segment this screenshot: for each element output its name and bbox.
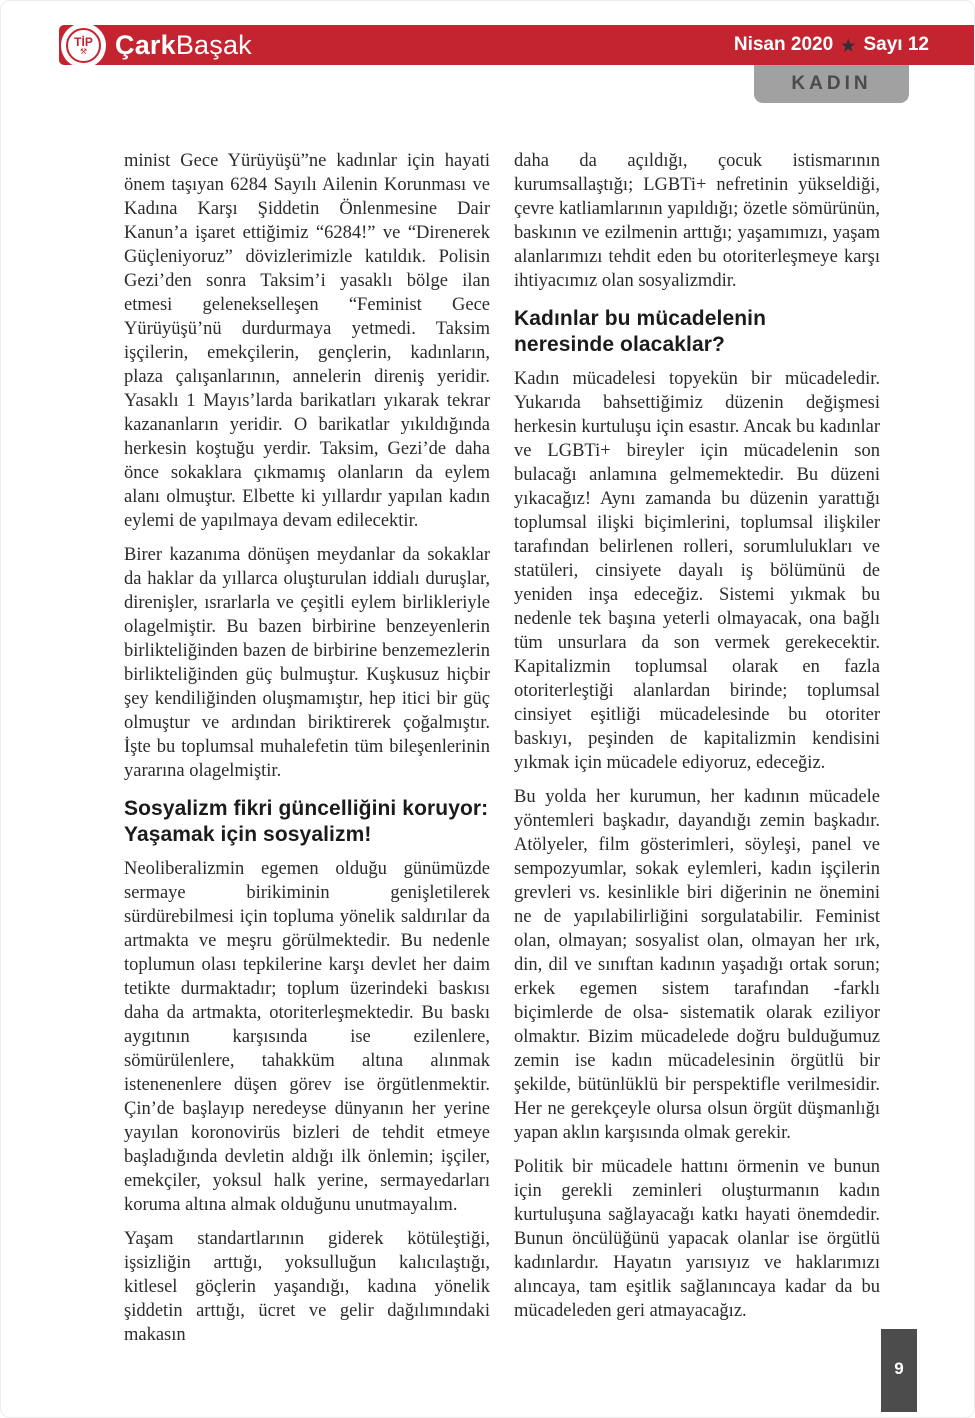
issue-date: Nisan 2020	[733, 34, 834, 55]
paragraph: minist Gece Yürüyüşü”ne kadınlar için hayati önem taşıyan 6284 Sayılı Ailenin Korunması ve Kadına Karşı Şiddetin Önlenmesine Dair Kanun’a işaret ettiğimiz “6284!” ve “Direnerek Güçleniyoruz” dövizlerimizle katıldık. Polisin Gezi’den sonra Taksim’i yasaklı bölge ilan etmesi gelenekselleşen “Feminist Gece Yürüyüşü’nü durdurmaya yetmedi. Taksim işçilerin, emekçilerin, gençlerin, kadınların, plaza çalışanlarının, annelerin direniş yeridir. Yasaklı 1 Mayıs’larda barikatları yıkarak tekrar kazananların yeridir. O barikatlar yıkıldığında herkesin koştuğu yerdir. Taksim, Gezi’de daha önce sokaklara çıkmamış olanların da eylem alanı olmuştur. Elbette ki yıllardır yapılan kadın eylemi de yapılmaya devam edilecektir.	[124, 151, 490, 531]
page-number: 9	[894, 1359, 904, 1378]
paragraph: Bu yolda her kurumun, her kadının mücadele yöntemleri başkadır, dayandığı zemin başkadır. Atölyeler, film gösterimleri, söyleşi, panel ve sempozyumlar, sokak eylemleri, kadın işçilerin grevleri vs. kesinlikle biri diğerinin ne önemini ne de yapılabilirliğini sorgulatabilir. Feminist olan, olmayan; sosyalist olan, olmayan her ırk, din, dil ve sınıftan kadının yaşadığı ortak sorun; erkek egemen sistem tarafından -farklı biçimlerde de olsa- sistematik olarak eziliyor olmaktır. Bizim mücadelede doğru bulduğumuz zemin ise kadın mücadelesinin örgütlü bir şekilde, bütünlüklü bir perspektifle verilmesidir. Her ne gerekçeyle olursa olsun örgüt düşmanlığı yapan aklın karşısında olmak gerekir.	[514, 787, 880, 1143]
right-column	[514, 149, 880, 1357]
tip-logo-text: TİP	[74, 34, 93, 49]
paragraph: Birer kazanıma dönüşen meydanlar da sokaklar da haklar da yıllarca oluşturulan iddialı duruşlar, direnişler, ısrarlarla ve çeşitli eylem birlikleriyle olagelmiştir. Bu bazen birbirine benzeyenlerin birlikteliğinden bazen de birbirine benzemezlerin birlikteliğinden güç bulmuştur. Kuşkusuz hiçbir şey kendiliğinden oluşmamıştır, hep itici bir güç olmuştur ve ardından biriktirerek çoğalmıştır. İşte bu toplumsal muhalefetin tüm bileşenlerinin yararına olagelmiştir.	[124, 545, 490, 781]
paragraph: Neoliberalizmin egemen olduğu günümüzde sermaye birikiminin genişletilerek sürdürebilmesi için topluma yönelik saldırılar da artmakta ve meşru görülmektedir. Bu nedenle toplumun olası tepkilerine karşı devlet her daim tetikte durmaktadır; toplum üzerindeki baskısı daha da artmakta, otoriterleşmektedir. Bu baskı aygıtının karşısında ise ezilenlere, sömürülenlere, tahakküm altına alınmak istenenenlere düşen görev ise örgütlenmektir. Çin’de başlayıp neredeyse dünyanın her yerine yayılan koronovirüs bizleri de tehdit etmeye başladığında devletin aldığı ilk önlemin; işçiler, emekçiler, yoksul halk yerine, sermayedarları koruma altına almak olduğunu unutmayalım.	[124, 859, 490, 1215]
issue-info	[734, 25, 929, 65]
tip-party-logo	[61, 23, 106, 68]
magazine-title	[115, 25, 252, 65]
paragraph: Politik bir mücadele hattını örmenin ve bunun için gerekli zeminleri oluşturmanın kadın kurtuluşuna sağlayacağı katkı hayati önemdedir. Bunun öncülüğünü yapacak olanlar ise örgütlü kadınlardır. Hayatın yarısıyız ve haklarımızı alıncaya, tam eşitlik sağlanıncaya kadar da bu mücadeleden geri atmayacağız.	[514, 1157, 880, 1321]
subheading-socialism: Sosyalizm fikri güncelliğini koruyor: Yaşamak için sosyalizm!	[124, 797, 489, 846]
section-badge: KADIN	[754, 65, 909, 103]
masthead-bar	[59, 25, 974, 65]
magazine-title-bold: Çark	[115, 29, 176, 60]
paragraph: Yaşam standartlarının giderek kötüleştiği, işsizliğin arttığı, yoksulluğun kalıcılaştığı, kitlesel göçlerin yaşandığı, kadına yönelik şiddetin arttığı, ücret ve gelir dağılımındaki makasın	[124, 1229, 490, 1345]
subheading-women: Kadınlar bu mücadelenin neresinde olacaklar?	[514, 307, 767, 356]
tip-logo-emblem-icon	[66, 28, 101, 63]
paragraph: Kadın mücadelesi topyekün bir mücadeledir. Yukarıda bahsettiğimiz düzenin değişmesi herkesin kurtuluşu için esastır. Ancak bu kadınlar ve LGBTi+ bireyler için mücadelenin son bulacağı anlamına gelmemektedir. Bu düzeni yıkacağız! Aynı zamanda bu düzenin yarattığı toplumsal ilişki biçimlerini, toplumsal ilişkiler tarafından belirlenen rolleri, sorumlulukları ve statüleri, cinsiyete dayalı iş bölümünü de yeniden inşa edeceğiz. Sistemi yıkmak bu nedenle tek başına yeterli olmayacak, ona bağlı tüm unsurlara da son vermek gerekecektir. Kapitalizmin toplumsal olarak en fazla otoriterleştiği alanlardan birinde; toplumsal cinsiyet eşitliği mücadelesinde bu otoriter baskıyı, peşinden de kapitalizmin kendisini yıkmak için mücadele ediyoruz, edeceğiz.	[514, 369, 880, 773]
issue-number: Sayı 12	[863, 34, 929, 55]
magazine-title-light: Başak	[175, 29, 252, 60]
article-body	[124, 149, 880, 1357]
star-icon: ★	[841, 38, 856, 55]
page-number-box	[881, 1329, 917, 1412]
paragraph: daha da açıldığı, çocuk istismarının kurumsallaştığı; LGBTi+ nefretinin yükseldiği, çevre katliamlarının yapıldığı; özetle sömürünün, baskının ve ezilmenin arttığı; yaşamımızı, yaşam alanlarımızı tehdit eden bu otoriterleşmeye karşı ihtiyacımız olan sosyalizmdir.	[514, 151, 880, 291]
hammer-icon: ⚒	[79, 46, 88, 56]
left-column	[124, 149, 490, 1357]
